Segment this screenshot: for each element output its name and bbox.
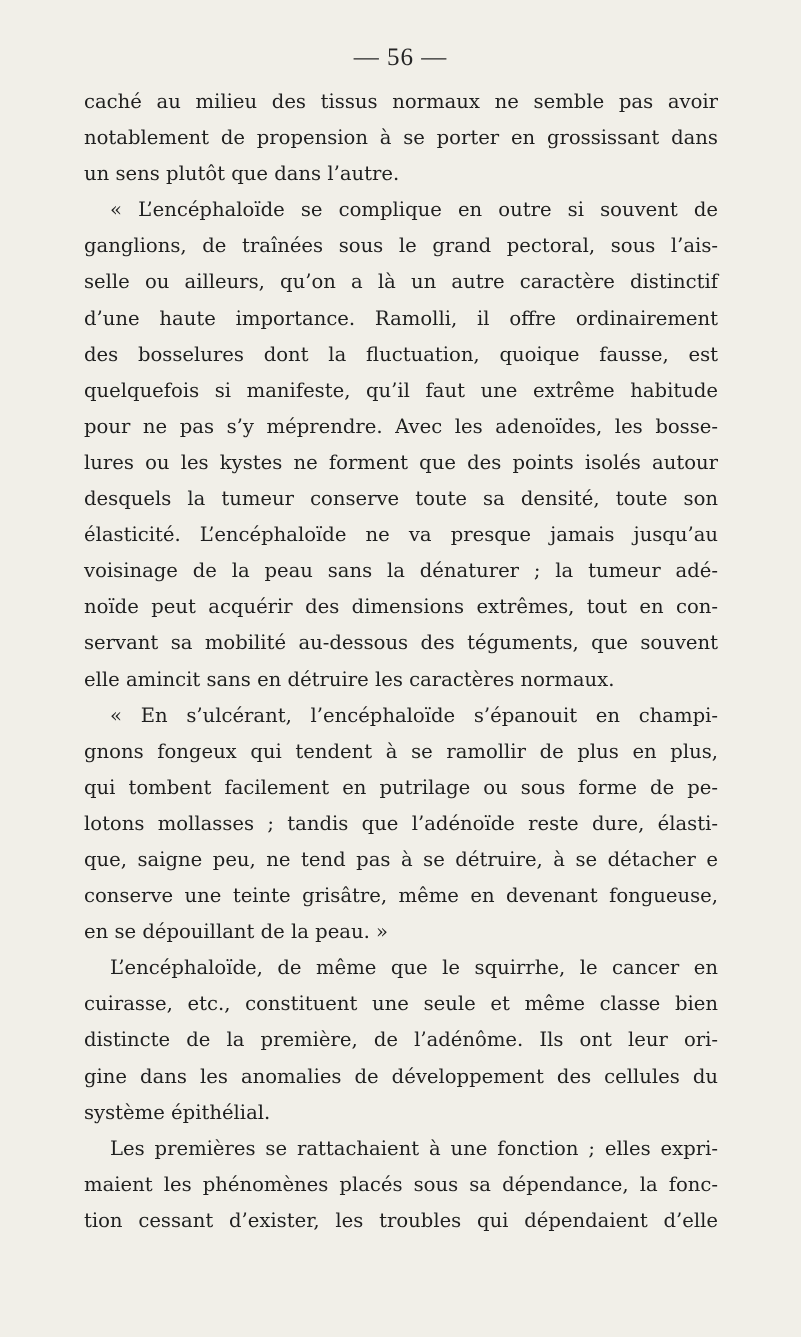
text-line: caché au milieu des tissus normaux ne semble pas avoir bbox=[84, 90, 718, 113]
paragraph bbox=[84, 192, 718, 697]
text-line: que, saigne peu, ne tend pas à se détruire, à se détacher e bbox=[84, 847, 718, 871]
text-line: notablement de propension à se porter en grossissant dans bbox=[84, 126, 718, 150]
text-line: en se dépouillant de la peau. » bbox=[84, 920, 389, 944]
text-line: « En s’ulcérant, l’encéphaloïde s’épanouit en champi- bbox=[110, 703, 718, 727]
text-line: élasticité. L’encéphaloïde ne va presque jamais jusqu’au bbox=[84, 523, 718, 547]
body-text bbox=[84, 84, 718, 1239]
text-line: Les premières se rattachaient à une fonction ; elles expri- bbox=[110, 1136, 718, 1160]
text-line: tion cessant d’exister, les troubles qui dépendaient d’elle bbox=[84, 1208, 718, 1232]
text-line: noïde peut acquérir des dimensions extrêmes, tout en con- bbox=[84, 595, 718, 619]
text-line: selle ou ailleurs, qu’on a là un autre caractère distinctif bbox=[84, 270, 718, 294]
text-line: elle amincit sans en détruire les caractères normaux. bbox=[84, 667, 615, 691]
paragraph bbox=[84, 84, 718, 192]
text-line: voisinage de la peau sans la dénaturer ; la tumeur adé- bbox=[84, 559, 718, 583]
text-line: gnons fongeux qui tendent à se ramollir de plus en plus, bbox=[84, 739, 718, 763]
text-line: desquels la tumeur conserve toute sa densité, toute son bbox=[84, 487, 718, 511]
text-line: ganglions, de traînées sous le grand pectoral, sous l’ais- bbox=[84, 234, 718, 258]
text-line: servant sa mobilité au-dessous des téguments, que souvent bbox=[84, 631, 718, 655]
text-line: distincte de la première, de l’adénôme. Ils ont leur ori- bbox=[84, 1028, 718, 1052]
page-number: — 56 — bbox=[353, 44, 448, 71]
text-line: un sens plutôt que dans l’autre. bbox=[84, 162, 400, 186]
text-line: des bosselures dont la fluctuation, quoique fausse, est bbox=[84, 342, 718, 366]
text-line: maient les phénomènes placés sous sa dépendance, la fonc- bbox=[84, 1172, 718, 1196]
paragraph bbox=[84, 698, 718, 951]
paragraph bbox=[84, 950, 718, 1130]
text-line: conserve une teinte grisâtre, même en devenant fongueuse, bbox=[84, 884, 718, 908]
text-line: d’une haute importance. Ramolli, il offre ordinairement bbox=[84, 306, 718, 330]
text-line: lotons mollasses ; tandis que l’adénoïde reste dure, élasti- bbox=[84, 811, 718, 835]
text-line: L’encéphaloïde, de même que le squirrhe, le cancer en bbox=[110, 956, 718, 980]
text-line: lures ou les kystes ne forment que des points isolés autour bbox=[84, 450, 718, 474]
text-line: qui tombent facilement en putrilage ou sous forme de pe- bbox=[84, 775, 718, 799]
text-line: gine dans les anomalies de développement des cellules du bbox=[84, 1064, 718, 1088]
text-line: pour ne pas s’y méprendre. Avec les adenoïdes, les bosse- bbox=[84, 414, 718, 438]
text-line: quelquefois si manifeste, qu’il faut une extrême habitude bbox=[84, 378, 718, 402]
text-line: système épithélial. bbox=[84, 1100, 271, 1124]
text-line: « L’encéphaloïde se complique en outre si souvent de bbox=[110, 198, 718, 222]
paragraph bbox=[84, 1131, 718, 1239]
text-line: cuirasse, etc., constituent une seule et même classe bien bbox=[84, 992, 718, 1016]
